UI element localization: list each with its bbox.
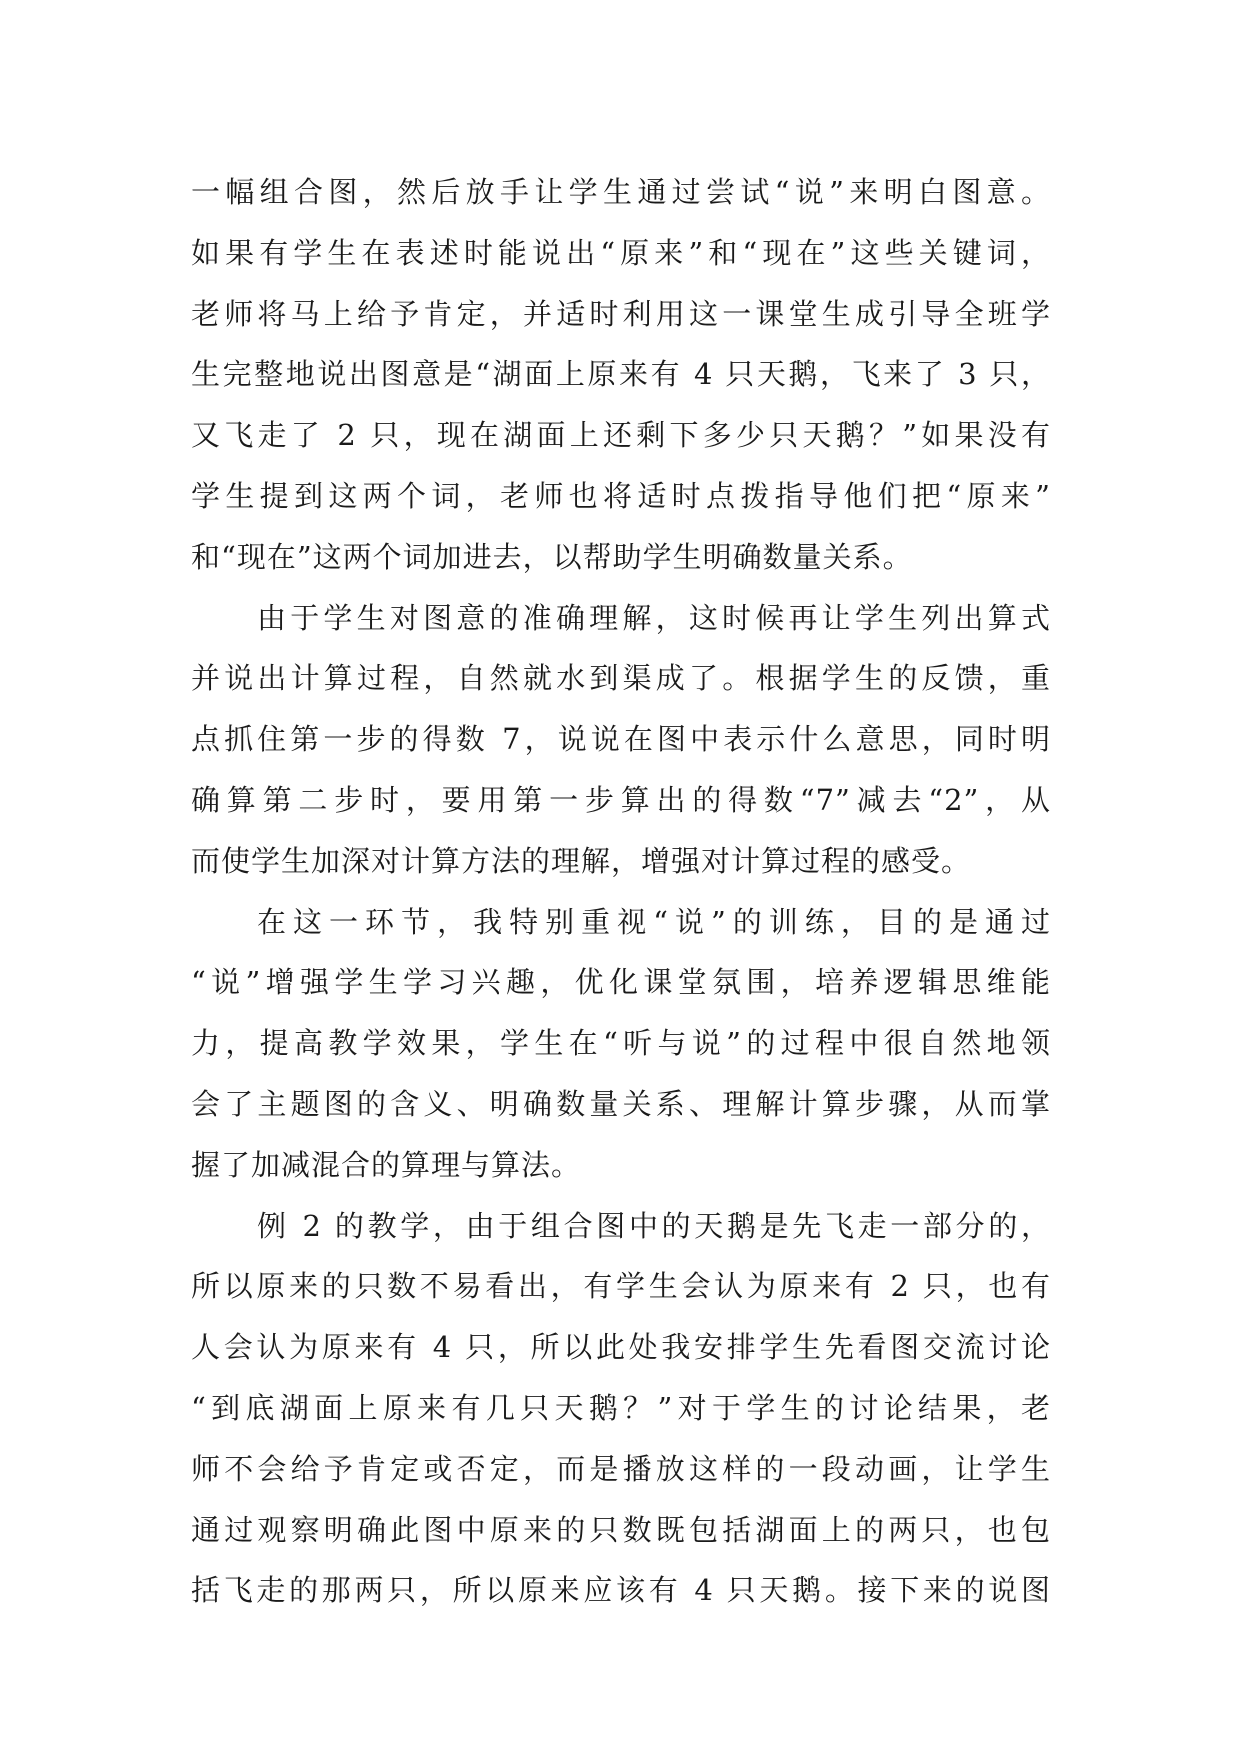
- text-line: 如果有学生在表述时能说出“原来”和“现在”这些关键词，: [191, 235, 1051, 270]
- paragraph-4: [191, 1196, 1051, 1622]
- text-line: 确算第二步时，要用第一步算出的得数“7”减去“2”，从: [191, 782, 1051, 817]
- text-line: 所以原来的只数不易看出，有学生会认为原来有 2 只，也有: [191, 1269, 1051, 1304]
- text-line: 又飞走了 2 只，现在湖面上还剩下多少只天鹅？”如果没有: [191, 418, 1051, 453]
- paragraph-3: [191, 892, 1051, 1196]
- text-line: 会了主题图的含义、明确数量关系、理解计算步骤，从而掌: [191, 1086, 1051, 1121]
- text-line: 一幅组合图，然后放手让学生通过尝试“说”来明白图意。: [191, 175, 1051, 209]
- text-line: 而使学生加深对计算方法的理解，增强对计算过程的感受。: [191, 843, 972, 878]
- text-line: 并说出计算过程，自然就水到渠成了。根据学生的反馈，重: [191, 661, 1051, 696]
- text-line: 通过观察明确此图中原来的只数既包括湖面上的两只，也包: [191, 1512, 1051, 1547]
- text-line: 力，提高教学效果，学生在“听与说”的过程中很自然地领: [191, 1026, 1051, 1061]
- text-line: 由于学生对图意的准确理解，这时候再让学生列出算式: [257, 600, 1051, 635]
- text-line: 人会认为原来有 4 只，所以此处我安排学生先看图交流讨论: [191, 1330, 1051, 1365]
- text-line: 和“现在”这两个词加进去，以帮助学生明确数量关系。: [191, 539, 913, 574]
- paragraph-2: [191, 588, 1051, 892]
- text-line: 学生提到这两个词，老师也将适时点拨指导他们把“原来”: [191, 478, 1051, 513]
- text-line: “说”增强学生学习兴趣，优化课堂氛围，培养逻辑思维能: [191, 965, 1051, 1000]
- text-line: “到底湖面上原来有几只天鹅？”对于学生的讨论结果，老: [191, 1390, 1051, 1425]
- document-body: [191, 162, 1051, 1621]
- paragraph-1: [191, 162, 1051, 588]
- text-line: 生完整地说出图意是“湖面上原来有 4 只天鹅，飞来了 3 只，: [191, 357, 1051, 392]
- text-line: 握了加减混合的算理与算法。: [191, 1147, 582, 1182]
- text-line: 点抓住第一步的得数 7，说说在图中表示什么意思，同时明: [191, 722, 1051, 757]
- text-line: 老师将马上给予肯定，并适时利用这一课堂生成引导全班学: [191, 296, 1051, 331]
- text-line: 例 2 的教学，由于组合图中的天鹅是先飞走一部分的，: [257, 1208, 1051, 1243]
- text-line: 括飞走的那两只，所以原来应该有 4 只天鹅。接下来的说图: [191, 1573, 1051, 1608]
- text-line: 在这一环节，我特别重视“说”的训练，目的是通过: [257, 904, 1051, 939]
- text-line: 师不会给予肯定或否定，而是播放这样的一段动画，让学生: [191, 1451, 1051, 1486]
